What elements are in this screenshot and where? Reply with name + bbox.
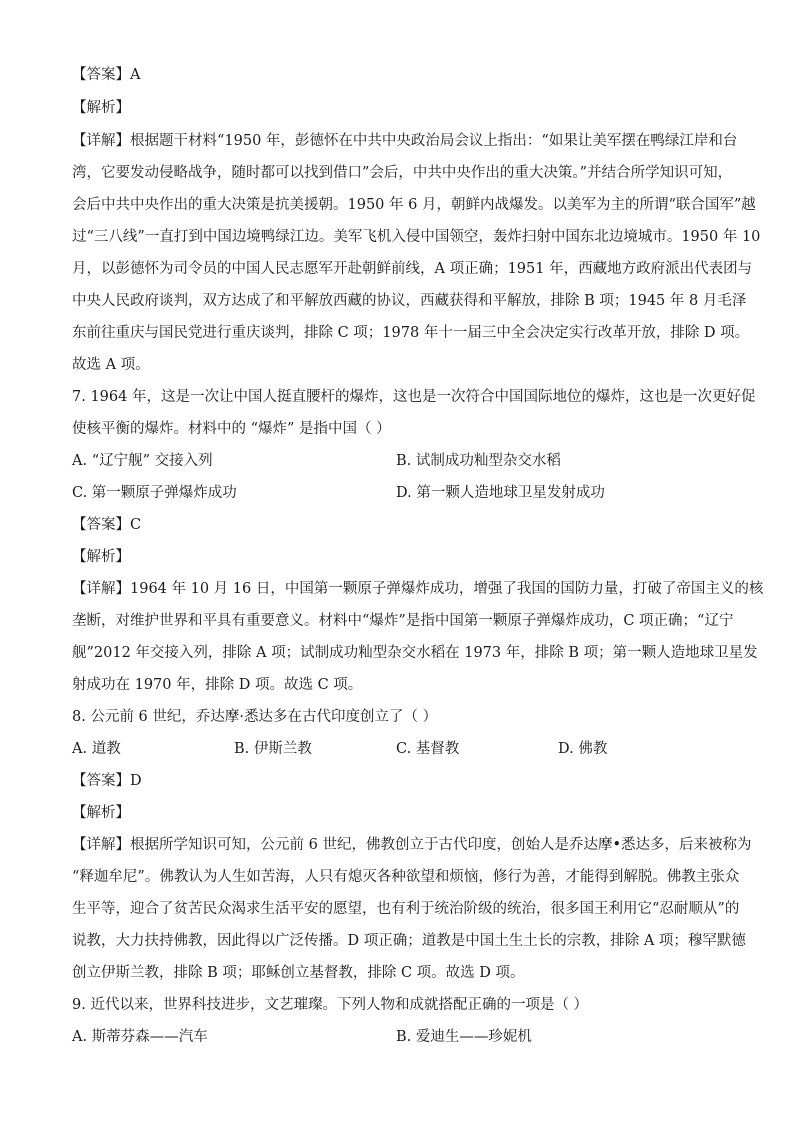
q7-option-b: B. 试制成功籼型杂交水稻 <box>396 453 561 469</box>
q6-detail-line: 【详解】根据题干材料“1950 年，彭德怀在中共中央政治局会议上指出：“如果让美军摆在鸭绿江岸和台 <box>72 133 738 149</box>
q8-answer: 【答案】D <box>72 773 142 789</box>
q8-option-b: B. 伊斯兰教 <box>234 741 312 757</box>
q6-detail-line: 月，以彭德怀为司令员的中国人民志愿军开赴朝鲜前线，A 项正确；1951 年，西藏地方政府派出代表团与 <box>72 261 753 277</box>
q6-answer: 【答案】A <box>72 67 141 83</box>
q7-detail-line: 射成功在 1970 年，排除 D 项。故选 C 项。 <box>72 677 363 693</box>
q8-detail-line: 说教，大力扶持佛教，因此得以广泛传播。D 项正确；道教是中国土生土长的宗教，排除 A 项；穆罕默德 <box>72 933 746 949</box>
q6-detail-line: 过“三八线”一直打到中国边境鸭绿江边。美军飞机入侵中国领空，轰炸扫射中国东北边境城市。1950 年 10 <box>72 229 761 245</box>
q6-detail-line: 湾，它要发动侵略战争，随时都可以找到借口”会后，中共中央作出的重大决策。”并结合所学知识可知， <box>72 165 733 181</box>
q7-detail-line: 【详解】1964 年 10 月 16 日，中国第一颗原子弹爆炸成功，增强了我国的国防力量，打破了帝国主义的核 <box>72 581 764 597</box>
q9-option-b: B. 爱迪生——珍妮机 <box>396 1029 532 1045</box>
q7-stem-line: 使核平衡的爆炸。材料中的 “爆炸” 是指中国（ ） <box>72 421 391 437</box>
q8-detail-line: “释迦牟尼”。佛教认为人生如苦海，人只有熄灭各种欲望和烦恼，修行为善，才能得到解脱。佛教主张众 <box>72 869 740 885</box>
q8-detail-line: 生平等，迎合了贫苦民众渴求生活平安的愿望，也有利于统治阶级的统治，很多国王利用它“忍耐顺从”的 <box>72 901 740 917</box>
q9-stem: 9. 近代以来，世界科技进步，文艺璀璨。下列人物和成就搭配正确的一项是（ ） <box>72 997 589 1013</box>
q6-detail-line: 东前往重庆与国民党进行重庆谈判，排除 C 项；1978 年十一届三中全会决定实行改革开放，排除 D 项。 <box>72 325 750 341</box>
q6-detail-line: 中央人民政府谈判，双方达成了和平解放西藏的协议，西藏获得和平解放，排除 B 项；1945 年 8 月毛泽 <box>72 293 747 309</box>
q8-detail-line: 创立伊斯兰教，排除 B 项；耶稣创立基督教，排除 C 项。故选 D 项。 <box>72 965 525 981</box>
q7-stem-line: 7. 1964 年，这是一次让中国人挺直腰杆的爆炸，这也是一次符合中国国际地位的爆炸，这也是一次更好促 <box>72 389 756 405</box>
q7-option-a: A. “辽宁舰” 交接入列 <box>72 453 213 469</box>
q7-detail-line: 舰”2012 年交接入列，排除 A 项；试制成功籼型杂交水稻在 1973 年，排除 B 项；第一颗人造地球卫星发 <box>72 645 758 661</box>
q9-option-a: A. 斯蒂芬森——汽车 <box>72 1029 208 1045</box>
q8-option-a: A. 道教 <box>72 741 121 757</box>
q7-answer: 【答案】C <box>72 517 142 533</box>
q8-stem: 8. 公元前 6 世纪，乔达摩·悉达多在古代印度创立了（ ） <box>72 709 438 725</box>
q7-option-c: C. 第一颗原子弹爆炸成功 <box>72 485 237 501</box>
q8-detail-line: 【详解】根据所学知识可知，公元前 6 世纪，佛教创立于古代印度，创始人是乔达摩•悉达多，后来被称为 <box>72 837 752 853</box>
q6-detail-line: 故选 A 项。 <box>72 357 150 373</box>
q7-analysis-label: 【解析】 <box>72 549 130 565</box>
q6-analysis-label: 【解析】 <box>72 100 130 116</box>
q8-option-d: D. 佛教 <box>558 741 608 757</box>
q8-option-c: C. 基督教 <box>396 741 460 757</box>
q8-analysis-label: 【解析】 <box>72 805 130 821</box>
q7-option-d: D. 第一颗人造地球卫星发射成功 <box>396 485 605 501</box>
q7-detail-line: 垄断，对维护世界和平具有重要意义。材料中“爆炸”是指中国第一颗原子弹爆炸成功，C 项正确；“辽宁 <box>72 613 734 629</box>
q6-detail-line: 会后中共中央作出的重大决策是抗美援朝。1950 年 6 月，朝鲜内战爆发。以美军为主的所谓“联合国军”越 <box>72 197 756 213</box>
